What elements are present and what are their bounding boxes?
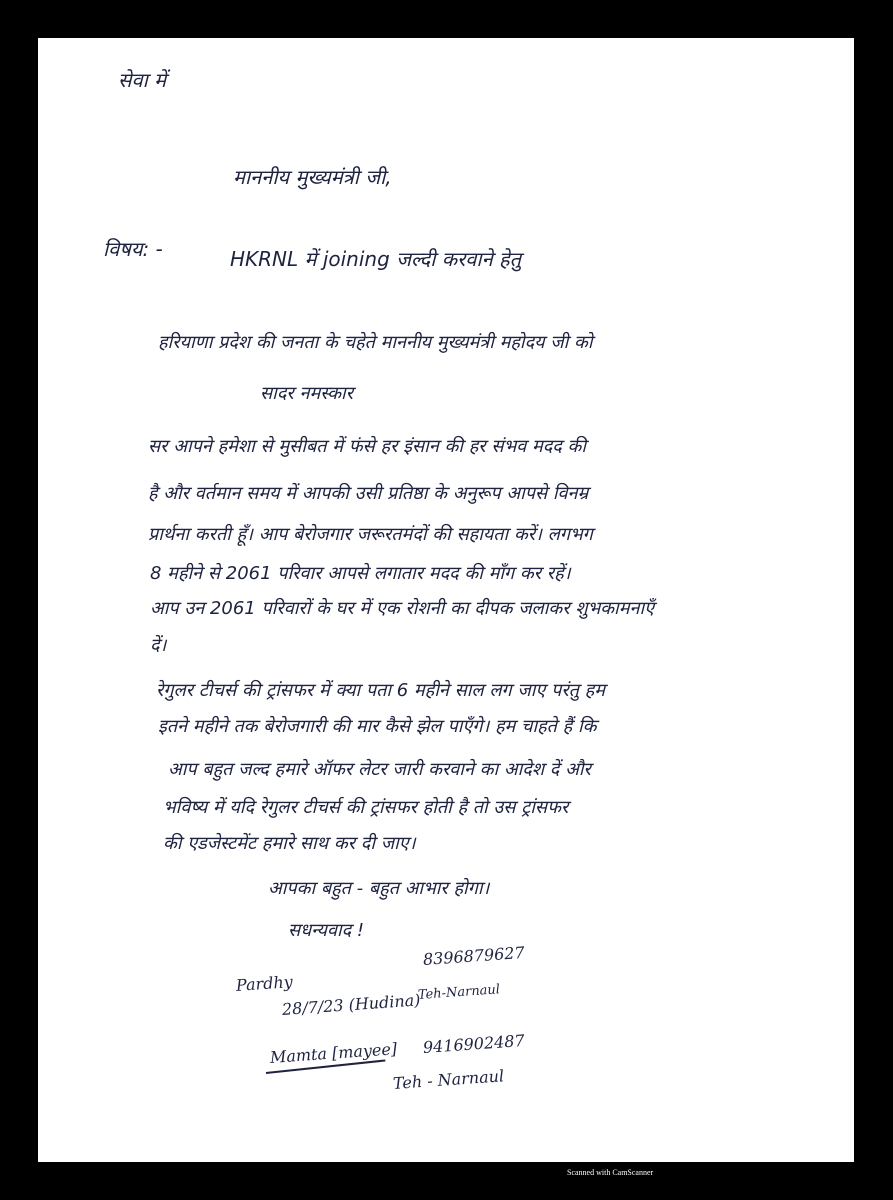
body-line: इतने महीने तक बेरोजगारी की मार कैसे झेल पाएँगे। हम चाहते हैं कि (158, 716, 597, 737)
signature-2-phone: 9416902487 (422, 1030, 526, 1057)
closing-line: आपका बहुत - बहुत आभार होगा। (268, 878, 490, 899)
body-line: है और वर्तमान समय में आपकी उसी प्रतिष्ठा के अनुरूप आपसे विनम्र (148, 483, 589, 504)
closing-thanks: सधन्यवाद ! (288, 920, 365, 941)
greeting-line-1: हरियाणा प्रदेश की जनता के चहेते माननीय मुख्यमंत्री महोदय जी को (158, 332, 593, 353)
signature-1-place: Teh-Narnaul (417, 982, 501, 1003)
body-line: दें। (150, 635, 167, 656)
body-line: आप बहुत जल्द हमारे ऑफर लेटर जारी करवाने का आदेश दें और (168, 759, 591, 780)
letter-salutation: सेवा में (118, 68, 167, 92)
body-line: रेगुलर टीचर्स की ट्रांसफर में क्या पता 6 महीने साल लग जाए परंतु हम (156, 680, 605, 701)
signature-2-name: Mamta [mayee] (269, 1039, 398, 1067)
signature-1-name: Pardhy (235, 972, 294, 995)
scanner-watermark: Scanned with CamScanner (567, 1168, 654, 1177)
greeting-line-2: सादर नमस्कार (260, 383, 354, 404)
letter-recipient: माननीय मुख्यमंत्री जी, (233, 165, 392, 189)
signature-2-place: Teh - Narnaul (392, 1066, 505, 1093)
signature-1-date: 28/7/23 (Hudina) (281, 990, 422, 1019)
body-line: भविष्य में यदि रेगुलर टीचर्स की ट्रांसफर होती है तो उस ट्रांसफर (163, 797, 569, 818)
body-line: सर आपने हमेशा से मुसीबत में फंसे हर इंसान की हर संभव मदद की (148, 436, 587, 457)
body-line: 8 महीने से 2061 परिवार आपसे लगातार मदद की माँग कर रहें। (150, 563, 571, 584)
body-line: आप उन 2061 परिवारों के घर में एक रोशनी का दीपक जलाकर शुभकामनाएँ (150, 598, 655, 619)
signature-1-phone: 8396879627 (422, 942, 526, 969)
subject-text: HKRNL में joining जल्दी करवाने हेतु (230, 247, 522, 271)
subject-label: विषय: - (103, 237, 163, 261)
body-line: की एडजेस्टमेंट हमारे साथ कर दी जाए। (163, 833, 416, 854)
body-line: प्रार्थना करती हूँ। आप बेरोजगार जरूरतमंदों की सहायता करें। लगभग (148, 524, 593, 545)
letter-page (38, 38, 854, 1162)
